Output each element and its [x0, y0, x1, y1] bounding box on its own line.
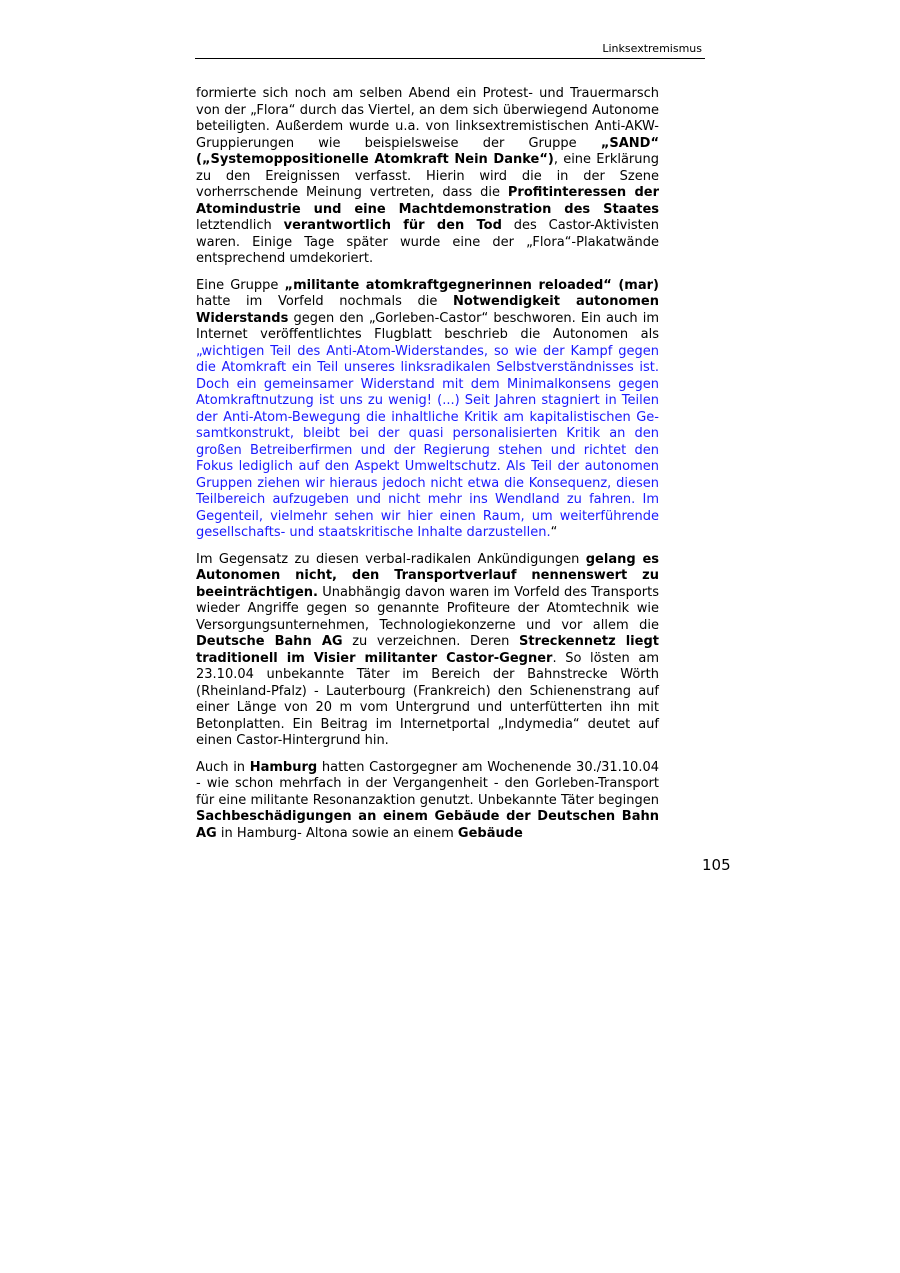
running-header-title: Linksextremismus [602, 42, 702, 55]
body-paragraph [196, 760, 659, 843]
text-span: Auch in [196, 759, 250, 775]
bold-text: Streckennetz liegt traditionell im Visier militanter Castor-Gegner [196, 634, 659, 666]
text-span: . So lösten am 23.10.04 unbekannte Täter im Bereich der Bahnstrecke Wörth (Rheinland-Pfalz) - Lauterbourg (Frankreich) den Schienenstrang auf einer Länge von 20 m vom Untergrund und unterfütterten ihn mit Betonplatten. Ein Beitrag im Internetportal „Indymedia“ deutet auf einen Castor-Hintergrund hin. [196, 650, 659, 748]
text-span: “ [550, 525, 558, 540]
text-span: , eine Erklärung zu den Ereignissen verfasst. Hierin wird die in der Szene vorherrschende Meinung vertreten, dass die [196, 152, 660, 200]
text-span: hatten Castorgegner am Wochenende 30./31.10.04 - wie schon mehrfach in der Vergangenheit - den Gorleben-Transport für eine militante Resonanzaktion genutzt. Unbekannte Täter begingen [196, 759, 659, 808]
body-paragraph [196, 86, 659, 268]
bold-text: verantwortlich für den Tod [283, 218, 502, 233]
bold-text: gelang es Autonomen nicht, den Transportverlauf nennenswert zu beeinträchtigen. [196, 551, 659, 600]
text-span: letztendlich [196, 218, 284, 233]
document-body [196, 86, 659, 852]
bold-text: „militante atomkraftgegnerinnen reloaded“ (mar) [284, 277, 659, 293]
quoted-text: „wichtigen Teil des Anti-Atom-Widerstandes, so wie der Kampf gegen die Atomkraft ein Teil unseres linksradikalen Selbstverständnisses ist. Doch ein gemeinsamer Widerstand mit dem Minimalkonsens gegen Atomkraftnutzung ist uns zu wenig! (...) Seit Jahren stagniert in Teilen der Anti-Atom-Bewegung die inhaltliche Kritik am kapitalistischen Gesamtkonstrukt, bleibt bei der quasi personalisierten Kritik an den großen Betreiberfirmen und der Regierung stehen und richtet den Fokus lediglich auf den Aspekt Umweltschutz. Als Teil der autonomen Gruppen ziehen wir hieraus jedoch nicht etwa die Konsequenz, diesen Teilbereich aufzugeben und nicht mehr ins Wendland zu fahren. Im Gegenteil, vielmehr sehen wir hier einen Raum, um weiterführende gesellschafts- und staatskritische Inhalte darzustellen. [196, 343, 659, 540]
page-header [195, 40, 705, 59]
bold-text: Gebäude [457, 825, 523, 841]
bold-text: Notwendigkeit autonomen Widerstands [196, 294, 659, 326]
text-span: gegen den „Gorleben-Castor“ beschworen. Ein auch im Internet veröffentlichtes Flugblatt beschrieb die Autonomen als [196, 310, 659, 342]
body-paragraph [196, 552, 659, 750]
bold-text: „SAND“ („Systemoppositionelle Atomkraft Nein Danke“) [196, 135, 659, 167]
text-span: hatte im Vorfeld nochmals die [196, 294, 454, 309]
bold-text: Sachbeschädigungen an einem Gebäude der Deutschen Bahn AG [196, 809, 659, 841]
text-span: Im Gegensatz zu diesen verbal-radikalen Ankündigungen [196, 551, 586, 567]
text-span: zu verzeichnen. Deren [342, 634, 519, 649]
text-span: Unabhängig davon waren im Vorfeld des Transports wieder Angriffe gegen so genannte Profiteure der Atomtechnik wie Versorgungsunternehmen, Technologiekonzerne und vor allem die [196, 584, 659, 633]
text-span: des Castor-Aktivisten waren. Einige Tage später wurde eine der „Flora“-Plakatwände entsprechend umdekoriert. [196, 218, 659, 266]
text-span: Eine Gruppe [196, 277, 285, 293]
bold-text: Profitinteressen der Atomindustrie und eine Machtdemonstration des Staates [196, 185, 659, 217]
text-span: in Hamburg- Altona sowie an einem [216, 825, 458, 841]
text-span: formierte sich noch am selben Abend ein Protest- und Trauermarsch von der „Flora“ durch das Viertel, an dem sich überwiegend Autonome beteiligten. Außerdem wurde u.a. von linksextremistischen Anti-AKW-Gruppierungen wie beispielsweise der Gruppe [196, 86, 659, 151]
bold-text: Hamburg [249, 759, 318, 775]
body-paragraph [196, 278, 659, 542]
bold-text: Deutsche Bahn AG [196, 634, 343, 649]
page-number: 105 [702, 856, 731, 874]
